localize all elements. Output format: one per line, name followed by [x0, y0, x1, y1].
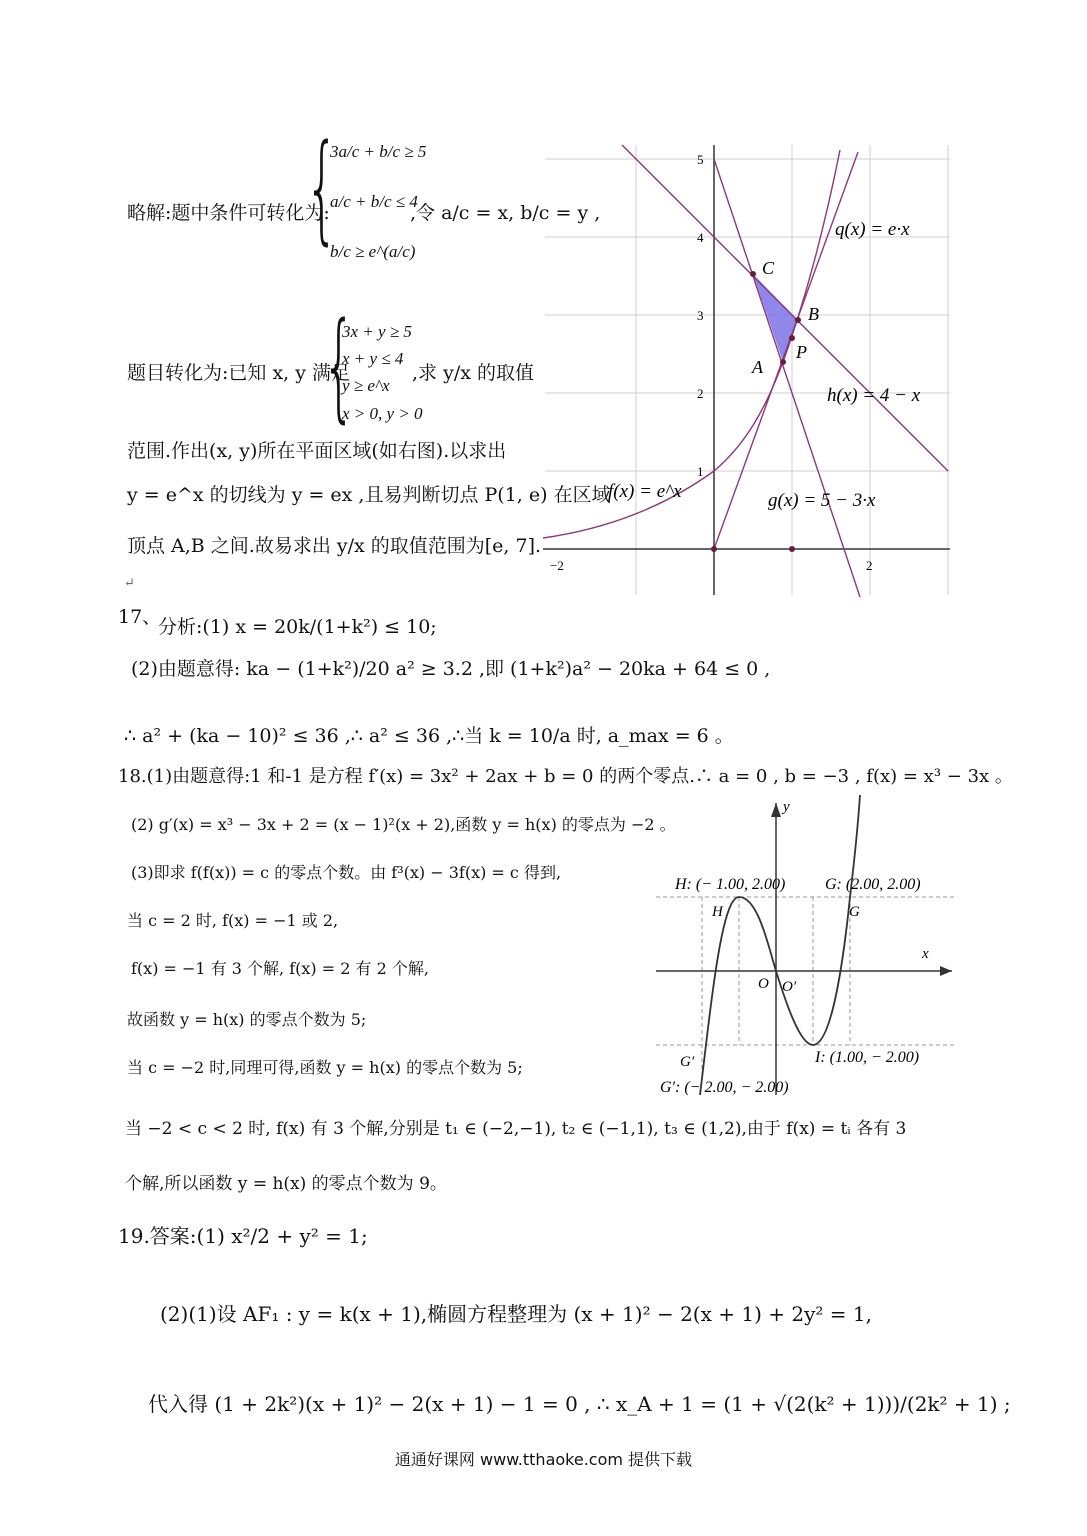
system2-line-1: 3x + y ≥ 5	[342, 322, 412, 341]
label-f: f(x) = e^x	[608, 481, 682, 502]
p19-line-2: (2)(1)设 AF₁ : y = k(x + 1),椭圆方程整理为 (x + 1)² − 2(x + 1) + 2y² = 1,	[160, 1302, 872, 1326]
x-tick-2: 2	[866, 558, 873, 573]
p17-number: 17、	[118, 606, 162, 628]
p18-line-1: 18.(1)由题意得:1 和-1 是方程 f′(x) = 3x² + 2ax + b = 0 的两个零点.∴ a = 0 , b = −3 , f(x) = x³ − 3x 。	[118, 766, 1013, 787]
y-tick-5: 5	[697, 152, 704, 167]
system-brace-1: {	[305, 118, 339, 256]
point-B	[795, 317, 801, 323]
y-axis-arrow	[771, 803, 781, 817]
label-A: A	[752, 357, 763, 377]
p16-line-4: y = e^x 的切线为 y = ex ,且易判断切点 P(1, e) 在区域	[127, 484, 611, 506]
p16-line-5: 顶点 A,B 之间.故易求出 y/x 的取值范围为[e, 7].	[127, 535, 542, 557]
system2-line-3: y ≥ e^x	[342, 376, 390, 395]
p19-line-1: 19.答案:(1) x²/2 + y² = 1;	[118, 1224, 368, 1248]
label-C: C	[762, 258, 775, 278]
label-P: P	[796, 342, 807, 362]
p16-substitution: ,令 a/c = x, b/c = y ,	[410, 202, 601, 224]
x-tick-neg2: −2	[550, 558, 564, 573]
label-O: O	[758, 976, 769, 992]
label-G-coord: G: (2.00, 2.00)	[825, 876, 921, 893]
label-H: H	[712, 904, 723, 920]
label-G-prime-coord: G′: (− 2.00, − 2.00)	[660, 1079, 789, 1096]
grid-lines	[545, 145, 950, 595]
y-tick-3: 3	[697, 308, 704, 323]
point-x1	[789, 546, 795, 552]
p16-lead: 略解:题中条件可转化为:	[127, 202, 330, 224]
cubic-graph	[650, 795, 970, 1100]
system2-line-4: x > 0, y > 0	[342, 404, 423, 423]
p16-line-3: 范围.作出(x, y)所在平面区域(如右图).以求出	[127, 440, 507, 462]
label-I-coord: I: (1.00, − 2.00)	[815, 1049, 920, 1066]
region-graph	[540, 140, 952, 600]
p16-task-lead: 题目转化为:已知 x, y 满足	[127, 362, 351, 384]
line-h	[622, 145, 948, 471]
footer-text: 通通好课网 www.tthaoke.com 提供下载	[394, 1450, 693, 1469]
point-C	[750, 271, 756, 277]
p19-line-3: 代入得 (1 + 2k²)(x + 1)² − 2(x + 1) − 1 = 0 , ∴ x_A + 1 = (1 + √(2(k² + 1)))/(2k² + 1) ;	[148, 1392, 1011, 1416]
label-x: x	[922, 946, 929, 962]
label-g: g(x) = 5 − 3·x	[768, 490, 876, 511]
x-axis-arrow	[940, 966, 952, 976]
system1-line-3: b/c ≥ e^(a/c)	[330, 242, 416, 261]
p16-task-tail: ,求 y/x 的取值	[412, 362, 534, 384]
system1-line-2: a/c + b/c ≤ 4	[330, 192, 418, 211]
point-P	[789, 335, 795, 341]
label-H-coord: H: (− 1.00, 2.00)	[675, 876, 786, 893]
label-h: h(x) = 4 − x	[827, 385, 921, 406]
system1-line-1: 3a/c + b/c ≥ 5	[330, 142, 427, 161]
label-G-prime: G′	[680, 1054, 695, 1070]
p18-line-5: f(x) = −1 有 3 个解, f(x) = 2 有 2 个解,	[131, 959, 429, 978]
label-G: G	[849, 904, 860, 920]
p18-line-7: 当 c = −2 时,同理可得,函数 y = h(x) 的零点个数为 5;	[127, 1058, 523, 1077]
system2-line-2: x + y ≤ 4	[342, 349, 404, 368]
y-tick-4: 4	[697, 230, 704, 245]
label-q: q(x) = e·x	[835, 219, 910, 240]
p18-line-9: 个解,所以函数 y = h(x) 的零点个数为 9。	[125, 1174, 447, 1194]
p18-line-8: 当 −2 < c < 2 时, f(x) 有 3 个解,分别是 t₁ ∈ (−2,−1), t₂ ∈ (−1,1), t₃ ∈ (1,2),由于 f(x) = tᵢ 各有 3	[125, 1119, 907, 1139]
system-brace-2: {	[322, 296, 356, 434]
p18-line-2: (2) g′(x) = x³ − 3x + 2 = (x − 1)²(x + 2),函数 y = h(x) 的零点为 −2 。	[131, 815, 676, 834]
p17-line-3: ∴ a² + (ka − 10)² ≤ 36 ,∴ a² ≤ 36 ,∴当 k = 10/a 时, a_max = 6 。	[124, 725, 734, 747]
label-B: B	[808, 304, 819, 324]
p18-line-4: 当 c = 2 时, f(x) = −1 或 2,	[127, 911, 339, 930]
p18-line-6: 故函数 y = h(x) 的零点个数为 5;	[127, 1010, 367, 1029]
p18-line-3: (3)即求 f(f(x)) = c 的零点个数。由 f³(x) − 3f(x) = c 得到,	[131, 863, 562, 882]
point-origin	[711, 546, 717, 552]
point-A	[780, 359, 786, 365]
y-tick-1: 1	[697, 464, 704, 479]
p17-line-2: (2)由题意得: ka − (1+k²)/20 a² ≥ 3.2 ,即 (1+k²)a² − 20ka + 64 ≤ 0 ,	[131, 658, 771, 680]
label-y: y	[783, 799, 790, 815]
label-O-prime: O′	[782, 979, 797, 995]
return-mark: ↵	[124, 576, 135, 591]
y-tick-2: 2	[697, 386, 704, 401]
p17-line-1: 分析:(1) x = 20k/(1+k²) ≤ 10;	[158, 616, 437, 638]
feasible-region	[753, 274, 798, 362]
